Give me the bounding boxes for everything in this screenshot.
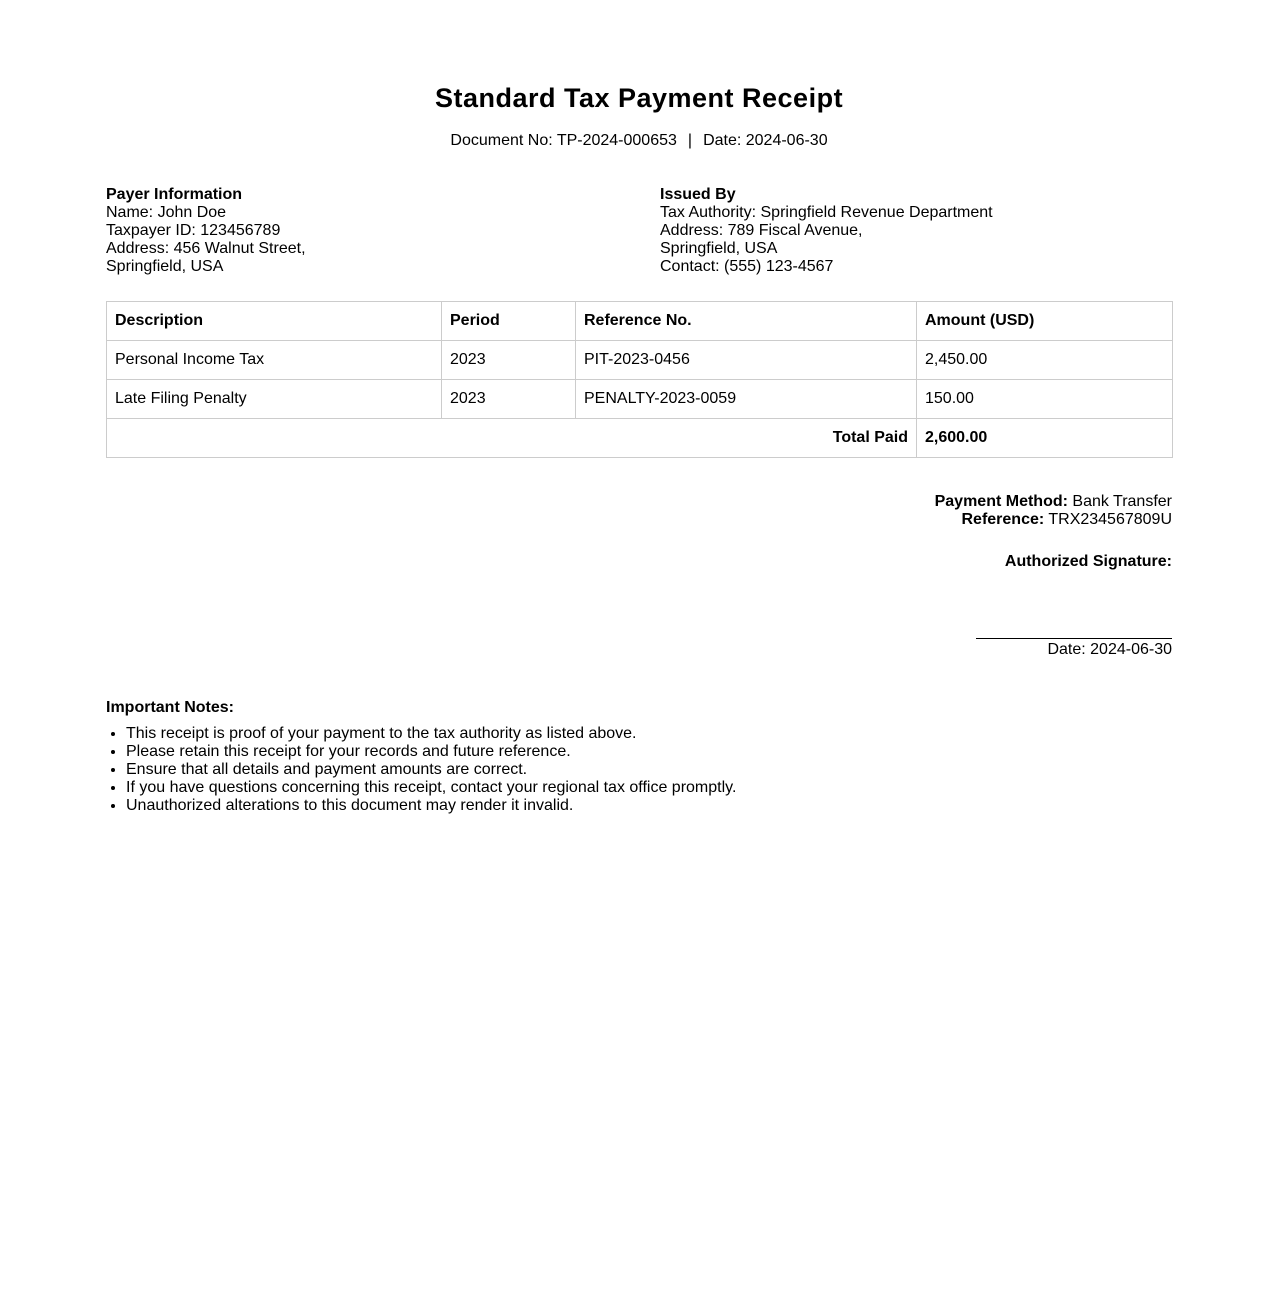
list-item: • This receipt is proof of your payment to the tax authority as listed above.: [126, 725, 1172, 743]
column-header-description: Description: [107, 302, 442, 341]
total-paid-label: Total Paid: [107, 419, 917, 458]
column-header-amount: Amount (USD): [917, 302, 1173, 341]
cell-reference: PIT-2023-0456: [576, 341, 917, 380]
cell-period: 2023: [442, 341, 576, 380]
authorized-signature-label: Authorized Signature:: [1004, 553, 1172, 570]
issuer-heading: Issued By: [660, 186, 736, 203]
total-paid-value: 2,600.00: [917, 419, 1173, 458]
cell-amount: 150.00: [917, 380, 1173, 419]
total-row: [107, 419, 1173, 458]
payer-address-line2: Springfield, USA: [106, 258, 224, 275]
table-row: [107, 341, 1173, 380]
payment-method-value: Bank Transfer: [1072, 493, 1172, 510]
table-header-row: [107, 302, 1173, 341]
payer-taxpayer-id: Taxpayer ID: 123456789: [106, 222, 281, 239]
list-item: • Unauthorized alterations to this document may render it invalid.: [126, 797, 1172, 815]
document-date: Date: 2024-06-30: [703, 132, 828, 149]
payer-name: Name: John Doe: [106, 204, 227, 221]
document-number: Document No: TP-2024-000653: [450, 132, 677, 149]
payment-reference: [935, 511, 1172, 529]
issuer-information: [660, 186, 1180, 276]
cell-amount: 2,450.00: [917, 341, 1173, 380]
list-item: • Please retain this receipt for your records and future reference.: [126, 743, 1172, 761]
payment-method: [935, 493, 1172, 511]
list-item: • If you have questions concerning this receipt, contact your regional tax office promptly.: [126, 779, 1172, 797]
issuer-address-line2: Springfield, USA: [660, 240, 778, 257]
column-header-period: Period: [442, 302, 576, 341]
column-header-reference: Reference No.: [576, 302, 917, 341]
cell-reference: PENALTY-2023-0059: [576, 380, 917, 419]
notes-heading: Important Notes:: [106, 699, 234, 716]
signature-line: [976, 638, 1172, 639]
cell-description: Late Filing Penalty: [107, 380, 442, 419]
list-item: • Ensure that all details and payment amounts are correct.: [126, 761, 1172, 779]
payer-heading: Payer Information: [106, 186, 243, 203]
issuer-address-line1: Address: 789 Fiscal Avenue,: [660, 222, 863, 239]
payment-items-table: [106, 301, 1173, 458]
page-title: Standard Tax Payment Receipt: [434, 83, 844, 113]
signature-date: Date: 2024-06-30: [1047, 641, 1172, 658]
cell-description: Personal Income Tax: [107, 341, 442, 380]
meta-separator: |: [687, 132, 693, 149]
payment-reference-value: TRX234567809U: [1048, 511, 1172, 528]
issuer-contact: Contact: (555) 123-4567: [660, 258, 834, 275]
cell-period: 2023: [442, 380, 576, 419]
issuer-authority: Tax Authority: Springfield Revenue Department: [660, 204, 993, 221]
document-meta: [0, 132, 1278, 150]
important-notes: [106, 699, 1172, 815]
table-row: [107, 380, 1173, 419]
payment-reference-label: Reference:: [961, 511, 1045, 528]
payer-information: [106, 186, 626, 276]
payment-details: [935, 493, 1172, 529]
notes-list: [106, 725, 1172, 815]
payer-address-line1: Address: 456 Walnut Street,: [106, 240, 306, 257]
payment-method-label: Payment Method:: [934, 493, 1068, 510]
